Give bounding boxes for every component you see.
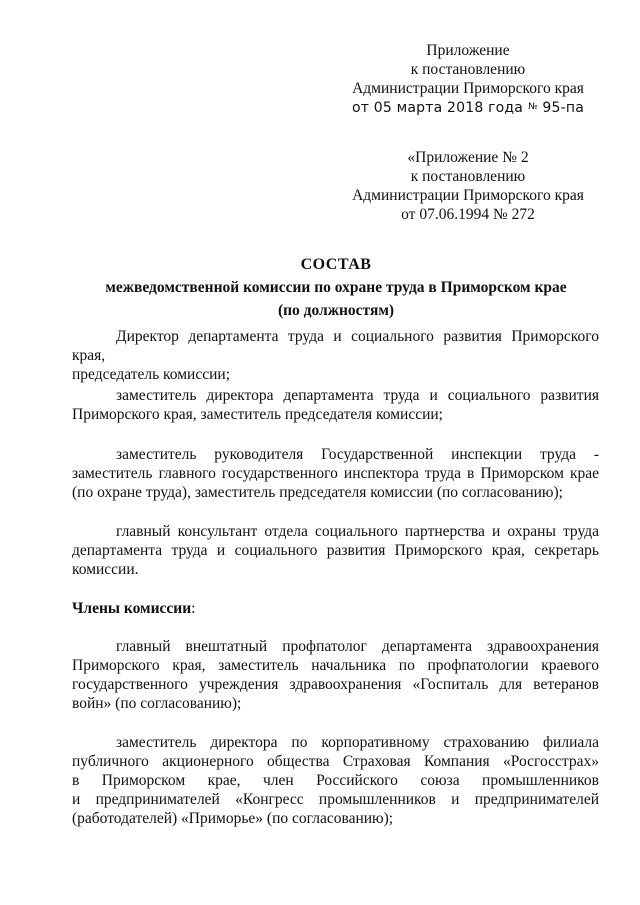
original-appendix-to-decree: к постановлению <box>410 168 526 185</box>
text-line: комиссии. <box>72 561 139 578</box>
appendix-current-decree <box>338 41 598 118</box>
members-heading <box>72 599 195 618</box>
text-line: заместитель главного государственного инспектора труда в Приморском крае <box>72 465 599 482</box>
text-line: публичного акционерного общества Страховая Компания «Росгосстрах» <box>72 753 599 770</box>
original-appendix-issuer: Администрации Приморского края <box>352 187 584 204</box>
text-line: заместитель директора по корпоративному страхованию филиала <box>116 734 599 751</box>
appendix-issuer: Администрации Приморского края <box>352 80 584 97</box>
members-heading-colon: : <box>191 600 196 617</box>
text-line: департамента труда и социального развития Приморского края, секретарь <box>72 542 599 559</box>
appendix-to-decree: к постановлению <box>410 61 526 78</box>
text-line: заместитель руководителя Государственной инспекции труда - <box>116 446 599 463</box>
appendix-number: 95-па <box>542 100 585 116</box>
title-subject: межведомственной комиссии по охране труда в Приморском крае <box>105 279 567 296</box>
appendix-title: Приложение <box>426 42 510 59</box>
text-line: (по охране труда), заместитель председателя комиссии (по согласованию); <box>72 484 563 501</box>
text-line: Приморского края, заместитель начальника по профпатологии краевого <box>72 657 599 674</box>
text-line: председатель комиссии; <box>72 366 231 383</box>
text-line: войн» (по согласованию); <box>72 695 242 712</box>
text-line: Директор департамента труда и социального развития Приморского края, <box>72 328 599 364</box>
text-line: заместитель директора департамента труда и социального развития <box>116 387 599 404</box>
appendix-original-decree <box>338 148 598 224</box>
member-deputy-chairman-2 <box>72 445 599 502</box>
text-line: Приморского края, заместитель председателя комиссии; <box>72 406 443 423</box>
appendix-date-line <box>338 98 598 118</box>
text-line: (работодателей) «Приморье» (по согласованию); <box>72 810 394 827</box>
text-line: в Приморском крае, член Российского союза промышленников <box>72 772 599 789</box>
members-heading-text: Члены комиссии <box>72 600 192 617</box>
original-appendix-title: «Приложение № 2 <box>407 149 529 166</box>
member-insurance-deputy-director <box>72 733 599 828</box>
document-title <box>72 255 600 320</box>
member-deputy-chairman-1 <box>72 386 599 424</box>
number-sign: № <box>527 102 538 112</box>
text-line: государственного учреждения здравоохранения «Госпиталь для ветеранов <box>72 676 599 693</box>
member-secretary <box>72 522 599 579</box>
title-main: СОСТАВ <box>300 256 372 273</box>
text-line: главный консультант отдела социального партнерства и охраны труда <box>116 523 599 540</box>
text-line: главный внештатный профпатолог департамента здравоохранения <box>116 638 599 655</box>
title-qualifier: (по должностям) <box>277 302 395 319</box>
original-appendix-date: от 07.06.1994 № 272 <box>401 206 535 223</box>
member-occupational-pathologist <box>72 637 599 713</box>
member-chairman <box>72 327 599 384</box>
text-line: и предпринимателей «Конгресс промышленников и предпринимателей <box>72 791 599 808</box>
appendix-date: от 05 марта 2018 года <box>351 100 524 116</box>
